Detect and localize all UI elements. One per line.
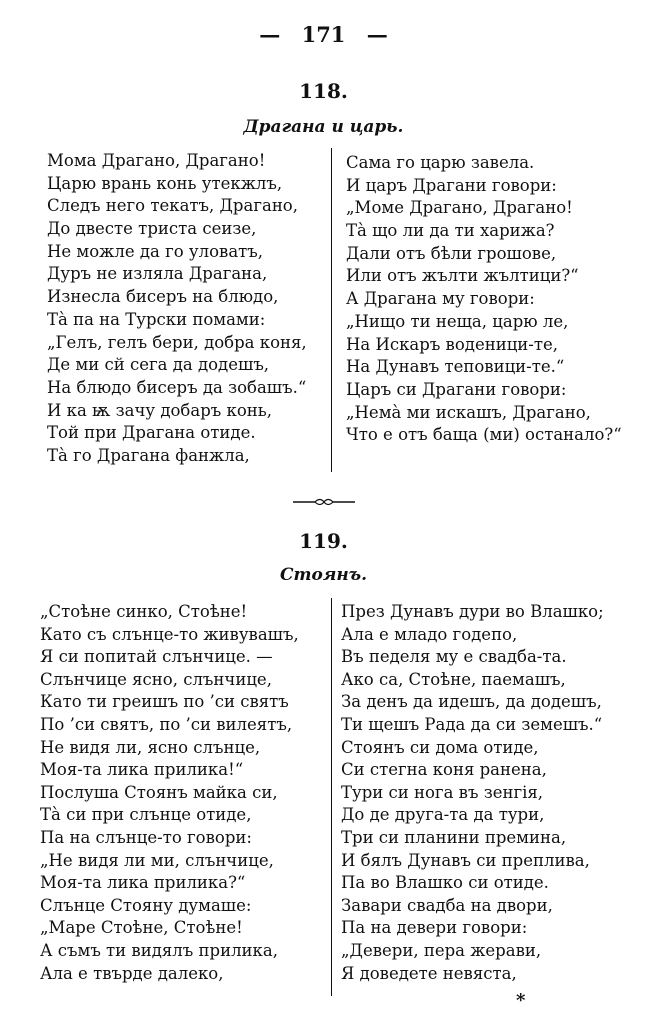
- verse-line: Я доведете невяста,: [341, 963, 517, 983]
- verse-line: За денъ да идешъ, да додешъ,: [341, 692, 602, 712]
- verse-line: Ако са, Стоѣне, паемашъ,: [341, 669, 566, 689]
- verse-line: Царъ си Драгани говори:: [346, 379, 567, 399]
- verse-line: Не видя ли, ясно слънце,: [40, 737, 261, 757]
- header-dash-left: —: [259, 22, 281, 47]
- verse-line: Тà па на Турски помами:: [47, 309, 266, 329]
- verse-line: През Дунавъ дури во Влашко;: [341, 602, 604, 621]
- verse-line: Три си планини премина,: [341, 827, 567, 847]
- verse-line: Ти щешъ Рада да си земешъ.“: [341, 714, 603, 734]
- poem-right-column: [346, 152, 622, 447]
- verse-line: Слънчице ясно, слънчице,: [40, 669, 272, 689]
- verse-line: А съмъ ти видялъ прилика,: [40, 940, 278, 960]
- signature-mark: *: [516, 990, 526, 1011]
- verse-line: „Стоѣне синко, Стоѣне!: [40, 602, 248, 621]
- verse-line: Я си попитай слънчице. —: [40, 647, 273, 667]
- verse-line: Тури си нога въ зенгія,: [341, 782, 544, 802]
- verse-line: Не можле да го уловатъ,: [47, 241, 264, 261]
- verse-line: „Нищо ти неща, царю лe,: [346, 311, 569, 331]
- verse-line: „Не видя ли ми, слънчице,: [40, 850, 274, 870]
- verse-line: Тà си при слънце отиде,: [40, 805, 252, 825]
- verse-line: Като съ слънце-то живувашъ,: [40, 624, 299, 644]
- verse-line: Моя-та лика прилика?“: [40, 873, 246, 893]
- verse-line: До де друга-та да тури,: [341, 805, 545, 825]
- verse-line: И бялъ Дунавъ си преплива,: [341, 850, 590, 870]
- verse-line: „Гелъ, гелъ бери, добра коня,: [47, 332, 307, 352]
- poem-right-column: [341, 601, 604, 985]
- verse-line: „Немà ми искашъ, Драгано,: [346, 402, 591, 422]
- verse-line: Си стегна коня ранена,: [341, 760, 547, 780]
- verse-line: Дуръ не изляла Драгана,: [47, 264, 268, 284]
- verse-line: Слънце Стояну думаше:: [40, 895, 252, 915]
- verse-line: Что е отъ баща (ми) остaнало?“: [346, 425, 622, 445]
- verse-line: Па на слънце-то говори:: [40, 827, 252, 847]
- verse-line: „Моме Драгано, Драгано!: [346, 198, 573, 218]
- poem-number: 119.: [299, 529, 348, 553]
- verse-line: По ’си святъ, по ’си вилеятъ,: [40, 714, 293, 734]
- verse-line: Ала е твърде далеко,: [40, 963, 224, 983]
- verse-line: Като ти греишъ по ’си святъ: [40, 692, 289, 712]
- poem-left-column: [47, 150, 307, 468]
- verse-line: И царъ Драгани говори:: [346, 175, 557, 195]
- verse-line: Мома Драгано, Драгано!: [47, 151, 266, 170]
- verse-line: На Искаръ воденици-те,: [346, 334, 559, 354]
- verse-line: Той при Драгана отиде.: [47, 423, 256, 443]
- page-header: [0, 22, 647, 47]
- column-divider: [331, 148, 332, 472]
- verse-line: На Дунавъ теповици-те.“: [346, 357, 565, 377]
- verse-line: Па на девери говори:: [341, 918, 528, 938]
- verse-line: Сама го царю завела.: [346, 153, 535, 172]
- verse-line: Стоянъ си дома отиде,: [341, 737, 539, 757]
- verse-line: На блюдо бисеръ да зобашъ.“: [47, 377, 307, 397]
- verse-line: Дали отъ бѣли грошове,: [346, 243, 557, 263]
- verse-line: Послуша Стоянъ майка си,: [40, 782, 278, 802]
- verse-line: Завари свадба на двори,: [341, 895, 553, 915]
- verse-line: Тà що ли да ти харижа?: [346, 221, 555, 241]
- verse-line: Па во Влашко си отиде.: [341, 873, 549, 893]
- verse-line: Следъ него текатъ, Драгано,: [47, 196, 298, 216]
- verse-line: Царю врань конь утекжлъ,: [47, 173, 283, 193]
- verse-line: „Маре Стоѣне, Стоѣне!: [40, 918, 243, 938]
- section-ornament: [293, 497, 355, 507]
- header-dash-right: —: [366, 22, 388, 47]
- poem-left-column: [40, 601, 299, 985]
- poem-title: Стоянъ.: [279, 565, 368, 585]
- verse-line: Въ педеля му е свадба-та.: [341, 647, 567, 667]
- verse-line: И ка ѭ зачу добаръ конь,: [47, 400, 272, 420]
- verse-line: Или отъ жълти жълтици?“: [346, 266, 579, 286]
- verse-line: Тà го Драгана фанжла,: [47, 445, 250, 465]
- column-divider: [331, 598, 332, 996]
- page-number: 171: [301, 22, 346, 47]
- verse-line: Ала е младо годепо,: [341, 624, 518, 644]
- poem-number: 118.: [299, 79, 348, 103]
- verse-line: До двесте триста сеизе,: [47, 219, 257, 239]
- verse-line: Изнесла бисеръ на блюдо,: [47, 287, 279, 307]
- verse-line: А Драгана му говори:: [346, 289, 535, 309]
- poem-title: Драгана и царь.: [243, 117, 404, 137]
- verse-line: „Девери, пера жерави,: [341, 940, 542, 960]
- verse-line: Де ми сй сега да додешъ,: [47, 355, 270, 375]
- verse-line: Моя-та лика прилика!“: [40, 760, 244, 780]
